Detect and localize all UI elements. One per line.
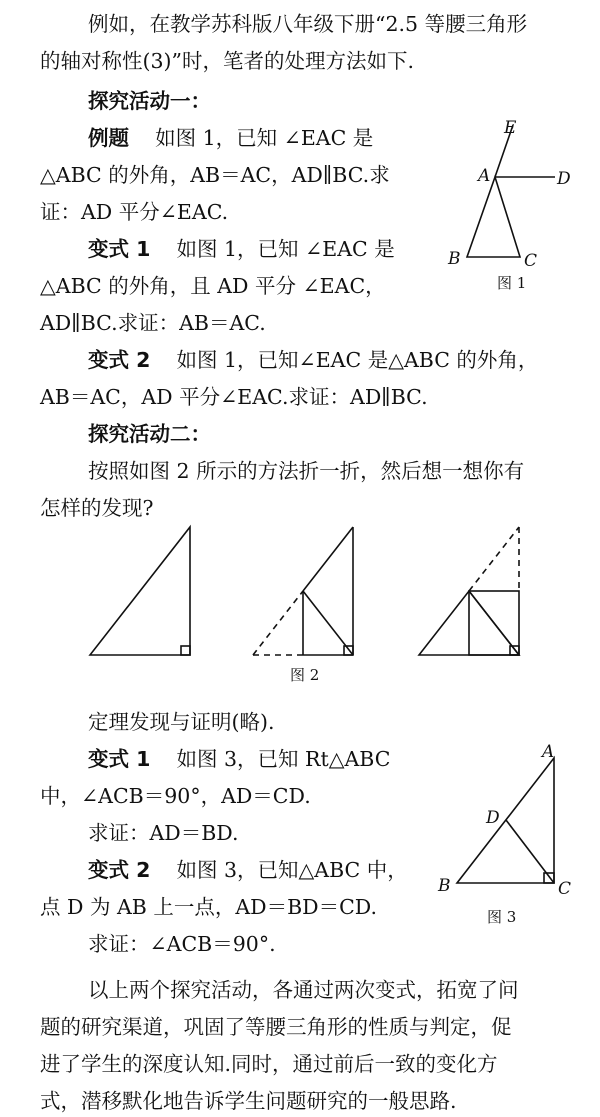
figure-1	[440, 115, 580, 295]
variant2a-line-2: AB＝AC，AD 平分∠EAC.求证：AD∥BC.	[40, 385, 428, 409]
triangle-abc	[467, 177, 520, 257]
conclusion-line-4: 式，潜移默化地告诉学生问题研究的一般思路.	[40, 1089, 457, 1113]
variant2b-line-1	[88, 860, 408, 881]
activity2-heading: 探究活动二：	[88, 422, 211, 446]
variant1b-label: 变式 1	[88, 747, 151, 771]
theorem-text: 定理发现与证明(略).	[88, 710, 275, 734]
label-b: B	[448, 249, 461, 269]
example-label: 例题	[88, 126, 129, 150]
figure-3	[430, 740, 590, 900]
example-line-3: 证：AD 平分∠EAC.	[40, 200, 229, 224]
activity2-line-1: 按照如图 2 所示的方法折一折，然后想一想你有	[88, 459, 525, 483]
variant2b-line-3: 求证：∠ACB＝90°.	[88, 932, 276, 956]
fold-step-2-hypotenuse	[303, 527, 353, 591]
example-line-2: △ABC 的外角，AB＝AC，AD∥BC.求	[40, 163, 390, 187]
figure-2	[85, 520, 535, 660]
intro-line-2: 的轴对称性(3)”时，笔者的处理方法如下.	[40, 49, 415, 73]
variant2a-label: 变式 2	[88, 348, 151, 372]
label-c-3: C	[558, 879, 572, 899]
figure-2-caption: 图 2	[290, 666, 320, 684]
conclusion-line-3: 进了学生的深度认知.同时，通过前后一致的变化方	[40, 1052, 498, 1076]
variant1a-line-2: △ABC 的外角，且 AD 平分 ∠EAC，	[40, 274, 386, 298]
intro-line-1: 例如，在教学苏科版八年级下册“2.5 等腰三角形	[88, 12, 528, 36]
example-line-1	[88, 128, 373, 149]
variant1b-line-1	[88, 749, 390, 770]
variant1b-text-1: 如图 3，已知 Rt△ABC	[176, 747, 391, 771]
variant1b-line-2: 中，∠ACB＝90°，AD＝CD.	[40, 784, 311, 808]
fold-step-2-dashed-edge	[253, 591, 303, 655]
conclusion-line-1: 以上两个探究活动，各通过两次变式，拓宽了问	[88, 978, 519, 1002]
figure-1-caption: 图 1	[497, 274, 527, 292]
variant2b-text-1: 如图 3，已知△ABC 中，	[176, 858, 408, 882]
activity2-line-2: 怎样的发现?	[40, 496, 154, 520]
label-d-3: D	[486, 808, 500, 828]
label-c: C	[524, 251, 538, 271]
variant2a-text-1: 如图 1，已知∠EAC 是△ABC 的外角，	[176, 348, 539, 372]
activity1-heading: 探究活动一：	[88, 89, 211, 113]
fold-step-1-right-angle	[181, 646, 190, 655]
label-d: D	[557, 169, 571, 189]
variant1a-line-3: AD∥BC.求证：AB＝AC.	[40, 311, 266, 335]
variant2a-line-1	[88, 350, 538, 371]
variant2b-line-2: 点 D 为 AB 上一点，AD＝BD＝CD.	[40, 895, 378, 919]
variant1b-line-3: 求证：AD＝BD.	[88, 821, 239, 845]
label-a: A	[478, 166, 491, 186]
variant1a-label: 变式 1	[88, 237, 151, 261]
conclusion-line-2: 题的研究渠道，巩固了等腰三角形的性质与判定，促	[40, 1015, 512, 1039]
variant2b-label: 变式 2	[88, 858, 151, 882]
fold-step-1-triangle	[90, 527, 190, 655]
variant1a-text-1: 如图 1，已知 ∠EAC 是	[176, 237, 395, 261]
label-b-3: B	[438, 876, 451, 896]
variant1a-line-1	[88, 239, 395, 260]
figure-3-caption: 图 3	[487, 908, 517, 926]
label-a-3: A	[542, 742, 555, 762]
example-text-1: 如图 1，已知 ∠EAC 是	[155, 126, 374, 150]
label-e: E	[504, 118, 517, 138]
fold-step-3-dashed-edge	[469, 527, 519, 591]
